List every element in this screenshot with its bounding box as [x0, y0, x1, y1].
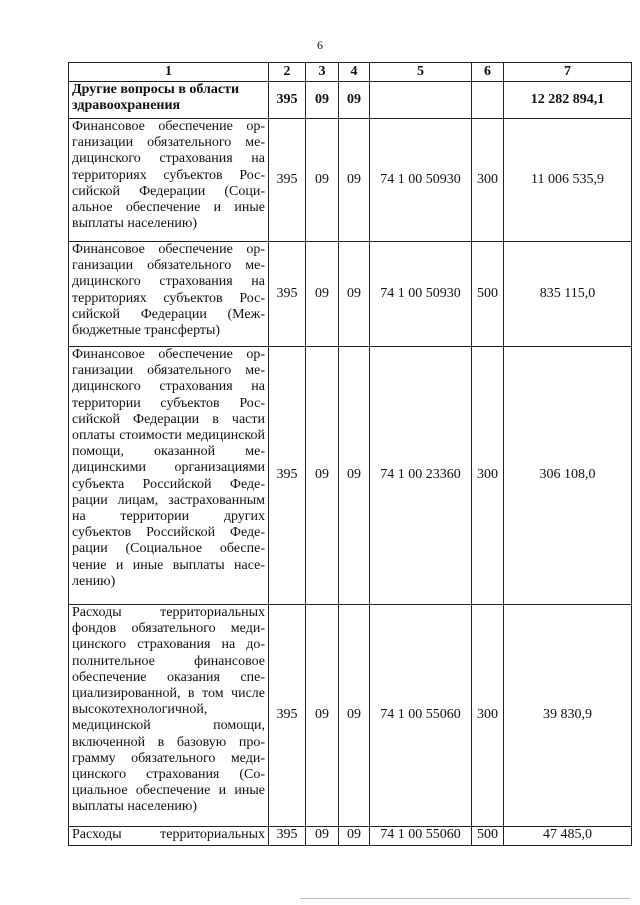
scan-edge-line: [300, 898, 630, 899]
row-col5: 74 1 00 55060: [370, 827, 472, 846]
row-amount: 306 108,0: [504, 347, 632, 605]
table-row: [69, 82, 632, 119]
row-col5: 74 1 00 50930: [370, 119, 472, 242]
table-row: [69, 827, 632, 846]
row-col2: 395: [269, 242, 306, 347]
row-description: Финансовое обеспечение организации обязательного медицинского страхования на территориях субъектов Российской Федерации (Социальное обеспечение и иные выплаты населению): [69, 119, 269, 242]
row-col4: 09: [339, 827, 370, 846]
row-col3: 09: [306, 119, 339, 242]
header-cell-1: 1: [69, 63, 269, 82]
table-row: [69, 605, 632, 827]
row-col2: 395: [269, 827, 306, 846]
row-col2: 395: [269, 347, 306, 605]
row-col5: 74 1 00 23360: [370, 347, 472, 605]
row-col6: 500: [472, 827, 504, 846]
row-amount: 39 830,9: [504, 605, 632, 827]
header-cell-6: 6: [472, 63, 504, 82]
row-col4: 09: [339, 605, 370, 827]
row-col4: 09: [339, 119, 370, 242]
row-col6: 300: [472, 605, 504, 827]
row-col3: 09: [306, 242, 339, 347]
row-col5: 74 1 00 50930: [370, 242, 472, 347]
row-col4: 09: [339, 82, 370, 119]
header-cell-2: 2: [269, 63, 306, 82]
row-col3: 09: [306, 827, 339, 846]
row-amount: 47 485,0: [504, 827, 632, 846]
row-description: Другие вопросы в области здравоохранения: [69, 82, 269, 119]
row-col6: [472, 82, 504, 119]
row-col2: 395: [269, 119, 306, 242]
row-col4: 09: [339, 347, 370, 605]
row-description: Расходы территориальных: [69, 827, 269, 846]
header-cell-7: 7: [504, 63, 632, 82]
row-amount: 835 115,0: [504, 242, 632, 347]
row-description: Расходы территориальных фондов обязательного медицинского страхования на дополнительное финансовое обеспечение оказания специализированной, в том числе высокотехнологичной, медицинской помощи, включенной в базовую программу обязательного медицинского страхования (Социальное обеспечение и иные выплаты населению): [69, 605, 269, 827]
row-col5: [370, 82, 472, 119]
page-number: 6: [317, 38, 323, 52]
row-col2: 395: [269, 605, 306, 827]
row-col2: 395: [269, 82, 306, 119]
budget-table: [68, 62, 632, 846]
row-col4: 09: [339, 242, 370, 347]
row-col3: 09: [306, 605, 339, 827]
row-col3: 09: [306, 82, 339, 119]
row-description: Финансовое обеспечение организации обязательного медицинского страхования на территории субъектов Российской Федерации в части оплаты стоимости медицинской помощи, оказанной медицинскими организациями субъекта Российской Федерации лицам, застрахованным на территории других субъектов Российской Федерации (Социальное обеспечение и иные выплаты населению): [69, 347, 269, 605]
row-col6: 500: [472, 242, 504, 347]
table-row: [69, 242, 632, 347]
header-cell-4: 4: [339, 63, 370, 82]
row-col6: 300: [472, 119, 504, 242]
row-amount: 11 006 535,9: [504, 119, 632, 242]
header-cell-3: 3: [306, 63, 339, 82]
table-row: [69, 347, 632, 605]
header-row: [69, 63, 632, 82]
row-col6: 300: [472, 347, 504, 605]
row-col3: 09: [306, 347, 339, 605]
row-amount: 12 282 894,1: [504, 82, 632, 119]
row-col5: 74 1 00 55060: [370, 605, 472, 827]
table-row: [69, 119, 632, 242]
header-cell-5: 5: [370, 63, 472, 82]
row-description: Финансовое обеспечение организации обязательного медицинского страхования на территориях субъектов Российской Федерации (Межбюджетные трансферты): [69, 242, 269, 347]
